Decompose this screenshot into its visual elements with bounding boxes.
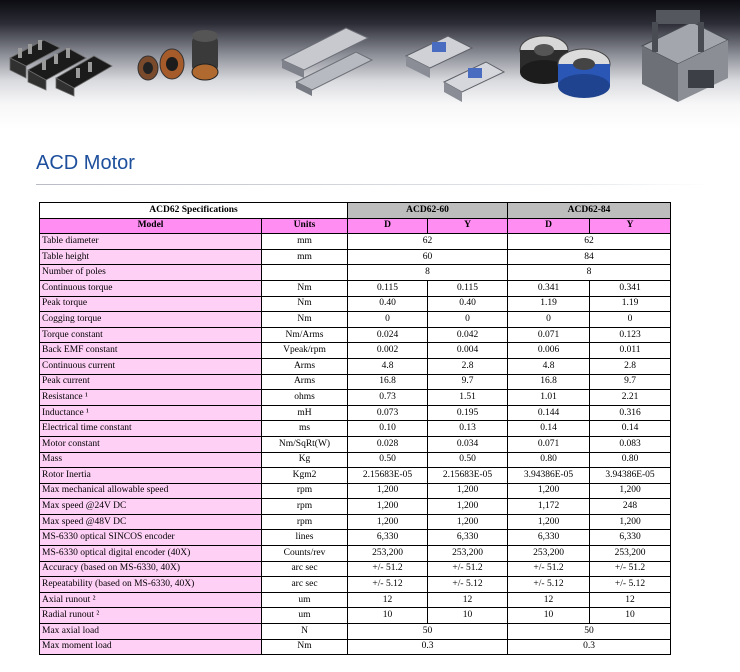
row-unit: Kg [262, 452, 348, 468]
value-cell: 0.40 [428, 296, 508, 312]
value-cell: 0.073 [348, 405, 428, 421]
table-row [40, 390, 671, 406]
value-cell: +/- 5.12 [590, 577, 671, 593]
row-label: Max axial load [40, 624, 262, 640]
value-cell: 0.80 [590, 452, 671, 468]
row-label: Max mechanical allowable speed [40, 483, 262, 499]
linear-motor-magnet-tracks-image [6, 18, 118, 98]
value-cell: 0.50 [428, 452, 508, 468]
value-cell-acd62-60: 60 [348, 249, 508, 265]
row-label: MS-6330 optical SINCOS encoder [40, 530, 262, 546]
value-cell: 0.011 [590, 343, 671, 359]
col-header-d: D [508, 218, 590, 234]
value-cell: 1,200 [348, 499, 428, 515]
value-cell: 1,200 [590, 514, 671, 530]
table-row [40, 327, 671, 343]
value-cell: 1,200 [348, 483, 428, 499]
units-header: Units [262, 218, 348, 234]
table-row [40, 405, 671, 421]
row-label: Table diameter [40, 234, 262, 250]
linear-stage-rails-image [276, 20, 376, 100]
value-cell: 6,330 [590, 530, 671, 546]
value-cell: 0.123 [590, 327, 671, 343]
value-cell: +/- 51.2 [348, 561, 428, 577]
value-cell: 1,200 [590, 483, 671, 499]
value-cell: 10 [508, 608, 590, 624]
value-cell: 0 [428, 312, 508, 328]
value-cell: 0.042 [428, 327, 508, 343]
row-unit: Nm [262, 296, 348, 312]
value-cell: 1.19 [508, 296, 590, 312]
row-unit: ohms [262, 390, 348, 406]
value-cell-acd62-84: 50 [508, 624, 671, 640]
row-unit: rpm [262, 483, 348, 499]
value-cell: +/- 5.12 [508, 577, 590, 593]
row-unit: Arms [262, 374, 348, 390]
value-cell: 253,200 [428, 546, 508, 562]
value-cell: 0.341 [590, 280, 671, 296]
value-cell: 0 [590, 312, 671, 328]
table-row [40, 483, 671, 499]
value-cell: 1.19 [590, 296, 671, 312]
col-header-y: Y [428, 218, 508, 234]
value-cell: 0.115 [348, 280, 428, 296]
voice-coil-motors-image [128, 24, 228, 94]
table-title-row [40, 203, 671, 219]
value-cell: 0.73 [348, 390, 428, 406]
column-header-row [40, 218, 671, 234]
row-unit: Nm [262, 639, 348, 655]
value-cell: 9.7 [590, 374, 671, 390]
title-divider [36, 184, 712, 185]
value-cell: 0.80 [508, 452, 590, 468]
value-cell: 1,172 [508, 499, 590, 515]
value-cell: 1.51 [428, 390, 508, 406]
value-cell: 2.21 [590, 390, 671, 406]
row-label: Radial runout ² [40, 608, 262, 624]
value-cell: 9.7 [428, 374, 508, 390]
table-title: ACD62 Specifications [40, 203, 348, 219]
value-cell: 1,200 [428, 499, 508, 515]
value-cell: 4.8 [508, 358, 590, 374]
product-banner [0, 0, 740, 130]
table-row [40, 514, 671, 530]
value-cell: +/- 51.2 [590, 561, 671, 577]
row-label: Peak current [40, 374, 262, 390]
value-cell-acd62-60: 50 [348, 624, 508, 640]
value-cell: 0.195 [428, 405, 508, 421]
value-cell: 1,200 [428, 514, 508, 530]
value-cell: 2.15683E-05 [428, 468, 508, 484]
value-cell: 0.024 [348, 327, 428, 343]
value-cell: 253,200 [508, 546, 590, 562]
col-header-y: Y [590, 218, 671, 234]
table-row [40, 546, 671, 562]
table-row [40, 468, 671, 484]
value-cell: 6,330 [508, 530, 590, 546]
value-cell: 0.071 [508, 436, 590, 452]
value-cell: 12 [428, 592, 508, 608]
value-cell: 6,330 [348, 530, 428, 546]
table-row [40, 561, 671, 577]
row-unit: rpm [262, 499, 348, 515]
row-unit: um [262, 592, 348, 608]
table-row [40, 608, 671, 624]
value-cell: 1.01 [508, 390, 590, 406]
table-row [40, 421, 671, 437]
table-row [40, 436, 671, 452]
value-cell: 2.8 [428, 358, 508, 374]
table-row [40, 577, 671, 593]
value-cell: 10 [348, 608, 428, 624]
value-cell: 16.8 [508, 374, 590, 390]
row-label: Torque constant [40, 327, 262, 343]
table-row [40, 452, 671, 468]
page-title: ACD Motor [36, 152, 135, 174]
row-label: Max moment load [40, 639, 262, 655]
value-cell: 0.50 [348, 452, 428, 468]
table-row [40, 265, 671, 281]
spec-table [39, 202, 671, 655]
value-cell: 2.8 [590, 358, 671, 374]
value-cell: 3.94386E-05 [590, 468, 671, 484]
row-label: Cogging torque [40, 312, 262, 328]
row-label: Axial runout ² [40, 592, 262, 608]
value-cell: +/- 51.2 [428, 561, 508, 577]
row-unit: Nm [262, 312, 348, 328]
row-unit: mH [262, 405, 348, 421]
value-cell: 1,200 [508, 514, 590, 530]
value-cell: 0.14 [508, 421, 590, 437]
table-row [40, 280, 671, 296]
model-acd62-84: ACD62-84 [508, 203, 671, 219]
table-row [40, 249, 671, 265]
row-label: Continuous current [40, 358, 262, 374]
value-cell: +/- 5.12 [428, 577, 508, 593]
row-label: Rotor Inertia [40, 468, 262, 484]
value-cell-acd62-84: 8 [508, 265, 671, 281]
value-cell: +/- 5.12 [348, 577, 428, 593]
value-cell: 0.115 [428, 280, 508, 296]
value-cell: 0 [508, 312, 590, 328]
row-label: Resistance ¹ [40, 390, 262, 406]
value-cell: 0.006 [508, 343, 590, 359]
value-cell-acd62-84: 84 [508, 249, 671, 265]
table-row [40, 312, 671, 328]
value-cell: 10 [590, 608, 671, 624]
value-cell: 0.341 [508, 280, 590, 296]
row-unit: mm [262, 249, 348, 265]
row-label: Electrical time constant [40, 421, 262, 437]
row-unit: Nm [262, 280, 348, 296]
xy-linear-stages-image [398, 16, 508, 106]
row-label: Continuous torque [40, 280, 262, 296]
row-label: Motor constant [40, 436, 262, 452]
value-cell-acd62-84: 0.3 [508, 639, 671, 655]
row-unit: mm [262, 234, 348, 250]
table-row [40, 296, 671, 312]
row-unit: Kgm2 [262, 468, 348, 484]
row-label: Back EMF constant [40, 343, 262, 359]
value-cell: 0.144 [508, 405, 590, 421]
spec-table-body [40, 234, 671, 655]
value-cell-acd62-60: 8 [348, 265, 508, 281]
value-cell: 6,330 [428, 530, 508, 546]
gantry-positioning-system-image [632, 6, 738, 110]
value-cell: 248 [590, 499, 671, 515]
table-row [40, 374, 671, 390]
table-row [40, 639, 671, 655]
model-acd62-60: ACD62-60 [348, 203, 508, 219]
value-cell: 0.316 [590, 405, 671, 421]
value-cell: 3.94386E-05 [508, 468, 590, 484]
row-label: Inductance ¹ [40, 405, 262, 421]
row-unit: um [262, 608, 348, 624]
row-unit: Counts/rev [262, 546, 348, 562]
value-cell: 0.034 [428, 436, 508, 452]
value-cell: 0 [348, 312, 428, 328]
row-unit: arc sec [262, 561, 348, 577]
value-cell: 0.083 [590, 436, 671, 452]
value-cell: 1,200 [428, 483, 508, 499]
row-unit: Arms [262, 358, 348, 374]
value-cell: 12 [590, 592, 671, 608]
row-unit: Nm/SqRt(W) [262, 436, 348, 452]
row-label: Table height [40, 249, 262, 265]
table-row [40, 592, 671, 608]
value-cell-acd62-60: 62 [348, 234, 508, 250]
row-unit [262, 265, 348, 281]
row-label: Max speed @48V DC [40, 514, 262, 530]
row-label: Repeatability (based on MS-6330, 40X) [40, 577, 262, 593]
row-unit: Nm/Arms [262, 327, 348, 343]
value-cell: 12 [508, 592, 590, 608]
row-unit: lines [262, 530, 348, 546]
rotary-direct-drive-motors-image [516, 14, 616, 104]
model-header: Model [40, 218, 262, 234]
value-cell: 0.13 [428, 421, 508, 437]
value-cell: 0.004 [428, 343, 508, 359]
table-row [40, 343, 671, 359]
row-label: Max speed @24V DC [40, 499, 262, 515]
row-unit: Vpeak/rpm [262, 343, 348, 359]
row-label: Mass [40, 452, 262, 468]
value-cell-acd62-84: 62 [508, 234, 671, 250]
value-cell: 0.40 [348, 296, 428, 312]
value-cell: 16.8 [348, 374, 428, 390]
value-cell: 4.8 [348, 358, 428, 374]
col-header-d: D [348, 218, 428, 234]
table-row [40, 499, 671, 515]
value-cell: +/- 51.2 [508, 561, 590, 577]
row-label: Peak torque [40, 296, 262, 312]
row-unit: ms [262, 421, 348, 437]
value-cell-acd62-60: 0.3 [348, 639, 508, 655]
value-cell: 253,200 [348, 546, 428, 562]
row-unit: arc sec [262, 577, 348, 593]
table-row [40, 530, 671, 546]
row-label: Number of poles [40, 265, 262, 281]
value-cell: 0.071 [508, 327, 590, 343]
table-row [40, 234, 671, 250]
table-row [40, 358, 671, 374]
row-label: Accuracy (based on MS-6330, 40X) [40, 561, 262, 577]
value-cell: 1,200 [508, 483, 590, 499]
value-cell: 0.14 [590, 421, 671, 437]
value-cell: 12 [348, 592, 428, 608]
row-unit: N [262, 624, 348, 640]
row-unit: rpm [262, 514, 348, 530]
value-cell: 0.002 [348, 343, 428, 359]
value-cell: 0.028 [348, 436, 428, 452]
value-cell: 10 [428, 608, 508, 624]
value-cell: 253,200 [590, 546, 671, 562]
table-row [40, 624, 671, 640]
value-cell: 1,200 [348, 514, 428, 530]
value-cell: 0.10 [348, 421, 428, 437]
value-cell: 2.15683E-05 [348, 468, 428, 484]
row-label: MS-6330 optical digital encoder (40X) [40, 546, 262, 562]
